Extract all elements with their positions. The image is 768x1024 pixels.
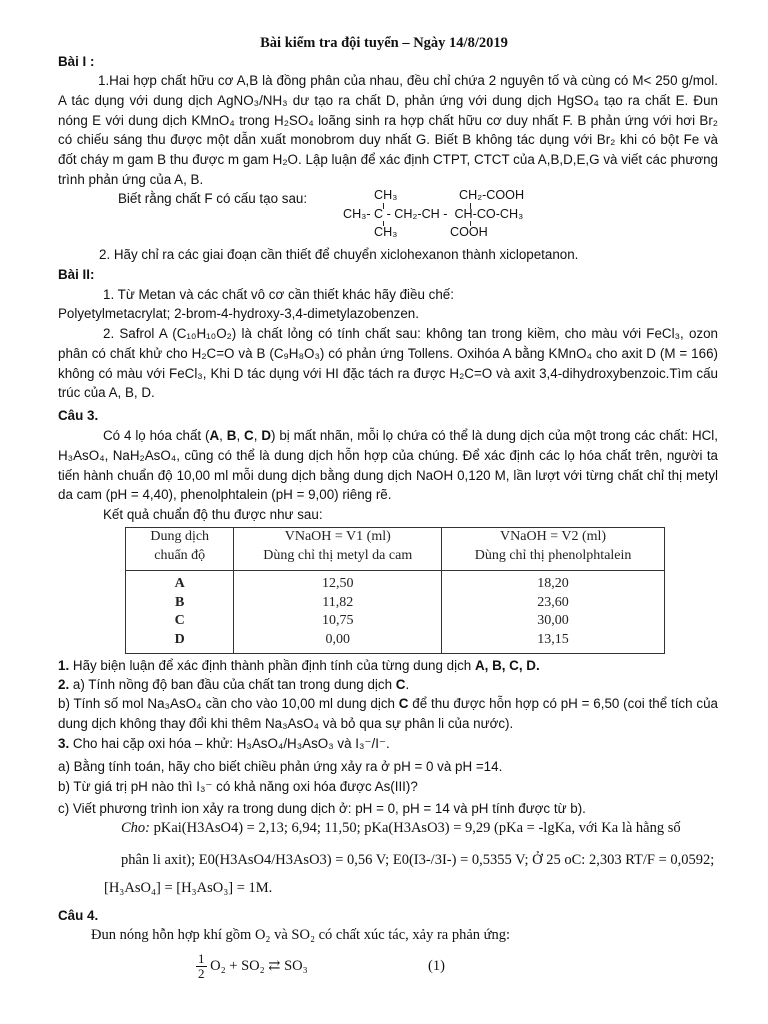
equation-label: (1) xyxy=(428,958,445,974)
struct-bottom-left: CH₃ xyxy=(374,225,398,239)
given-constants-2: phân li axit); E0(H3AsO4/H3AsO3) = 0,56 V; E0(I3-/3I-) = 0,5355 V; Ở 25 oC: 2,303 RT/F = 0,0592; xyxy=(121,852,715,868)
row-label: A xyxy=(174,576,185,591)
col-v1 xyxy=(234,571,442,654)
header-solution xyxy=(126,528,234,571)
col-labels xyxy=(126,571,234,654)
letter-a: A xyxy=(209,428,220,443)
bai1-question-2: 2. Hãy chỉ ra các giai đoạn cần thiết để chuyển xiclohexanon thành xiclopetanon. xyxy=(99,247,579,262)
cell-v1: 11,82 xyxy=(322,594,354,610)
struct-main-chain: CH₃- C - CH₂-CH - CH-CO-CH₃ xyxy=(343,207,524,221)
reaction-equation xyxy=(196,952,308,981)
given-label: Cho: xyxy=(121,820,150,836)
header-line: chuẩn độ xyxy=(154,547,206,563)
q-text: . xyxy=(405,677,410,692)
cau3-q2b xyxy=(58,694,718,734)
v1-formula: VNaOH = V1 (ml) xyxy=(284,529,391,544)
letter-d: D xyxy=(261,428,271,443)
q-letter: C xyxy=(395,677,406,692)
sep: , xyxy=(219,428,227,443)
bai1-question-1: 1.Hai hợp chất hữu cơ A,B là đồng phân của nhau, đều chỉ chứa 2 nguyên tố và cùng có M< 250 g/mol. A tác dụng với dung dịch AgNO₃/NH₃ dư tạo ra chất D, phản ứng với dung dịch HgSO₄ tạo ra chất E. Đun nóng E với dung dịch KMnO₄ trong H₂SO₄ loãng sinh ra hợp chất hữu cơ duy nhất F. B phản ứng với hơi Br₂ có chiếu sáng thu được một dẫn xuất monobrom duy nhất G. Biết B không tác dụng với Br₂ khi có bột Fe và đốt cháy m gam B thu được m gam H₂O. Lập luận để xác định CTPT, CTCT của A,B,D,E,G và viết các phương trình phản ứng của A, B. xyxy=(58,73,718,187)
result-label: Kết quả chuẩn độ thu được như sau: xyxy=(103,507,323,522)
header-line: Dung dịch xyxy=(150,529,210,544)
sep: , xyxy=(253,428,262,443)
cell-v2: 18,20 xyxy=(537,576,569,591)
q-num: 2. xyxy=(58,677,70,692)
cau3-q3 xyxy=(58,734,390,754)
bai2-question-2: 2. Safrol A (C₁₀H₁₀O₂) là chất lỏng có tính chất sau: không tan trong kiềm, cho màu với FeCl₃, ozon phân có chất khử cho H₂C=O và B (C₉H₈O₃) có phản ứng Tollens. Oxihóa A bằng KMnO₄ cho axit D (M = 166) không có màu với FeCl₃, Khi D tác dụng với HI đặc tách ra được H₂C=O và axit 3,4-dihydroxybenzoic.Tìm cấu trúc của A, B, D. xyxy=(58,326,718,401)
header-v2 xyxy=(442,528,665,571)
cau3-q3a: a) Bằng tính toán, hãy cho biết chiều phản ứng xảy ra ở pH = 0 và pH =14. xyxy=(58,759,503,774)
header-line xyxy=(238,528,437,547)
given-text: pKai(H3AsO4) = 2,13; 6,94; 11,50; pKa(H3AsO3) = 9,29 (pKa = -lgKa, với Ka là hằng số xyxy=(153,820,681,836)
q-text: để thu được hỗn hợp có pH = 6,50 (coi thể tích của dung dịch không thay đổi khi thêm Na₃AsO₄ và bỏ qua sự phân li của nước). xyxy=(58,696,718,731)
given-constants-3: [H₃AsO₄] = [H₃AsO₃] = 1M. xyxy=(104,880,273,896)
given-constants-1 xyxy=(121,820,681,837)
cau3-heading: Câu 3. xyxy=(58,408,99,423)
col-v2 xyxy=(442,571,665,654)
header-line: Dùng chỉ thị phenolphtalein xyxy=(474,547,632,563)
cell-v1: 0,00 xyxy=(325,631,351,647)
letter-c: C xyxy=(244,428,254,443)
cau3-q2a xyxy=(58,675,409,695)
equation-body: O₂ + SO₂ ⇄ SO₃ xyxy=(210,957,308,974)
cell-v1: 10,75 xyxy=(322,613,354,628)
page-title: Bài kiểm tra đội tuyển – Ngày 14/8/2019 xyxy=(260,35,508,51)
header-v1 xyxy=(234,528,442,571)
cau3-q3b: b) Từ giá trị pH nào thì I₃⁻ có khả năng oxi hóa được As(III)? xyxy=(58,779,418,794)
row-label: C xyxy=(174,613,185,628)
q-letters: A, B, C, D. xyxy=(474,658,540,673)
q-text: b) Tính số mol Na₃AsO₄ cần cho vào 10,00 ml dung dịch xyxy=(58,696,399,711)
q-text: a) Tính nồng độ ban đầu của chất tan trong dung dịch xyxy=(69,677,396,692)
cau3-intro xyxy=(58,426,718,505)
struct-top-left: CH₃ xyxy=(374,188,398,202)
q-letter: C xyxy=(398,696,409,711)
cell-v2: 23,60 xyxy=(537,594,569,610)
row-label: D xyxy=(174,631,185,647)
intro-text: ) bị mất nhãn, mỗi lọ chứa có thể là dung dịch của một trong các chất: HCl, H₃AsO₄, NaH₂AsO₄, cũng có thể là dung dịch hỗn hợp của chúng. Để xác định các lọ hóa chất trên, người ta tiến hành chuẩn độ 10,00 ml mỗi dung dịch bằng dung dịch NaOH 0,120 M, lần lượt với từng chất chỉ thị metyl da cam (pH = 4,40), phenolphtalein (pH = 9,00) riêng rẽ. xyxy=(58,428,719,503)
header-line: Dùng chỉ thị metyl da cam xyxy=(263,547,413,563)
struct-top-right: CH₂-COOH xyxy=(459,188,525,202)
q-text: Hãy biện luận để xác định thành phần định tính của từng dung dịch xyxy=(69,658,475,673)
bai2-question-1: 1. Từ Metan và các chất vô cơ cần thiết khác hãy điều chế: xyxy=(103,287,454,302)
intro-text: Có 4 lọ hóa chất ( xyxy=(103,428,210,443)
half-fraction xyxy=(196,952,207,981)
q-text: Cho hai cặp oxi hóa – khử: H₃AsO₄/H₃AsO₃ và I₃⁻/I⁻. xyxy=(69,736,390,751)
row-label: B xyxy=(175,594,185,610)
cau4-intro: Đun nóng hỗn hợp khí gồm O₂ và SO₂ có chất xúc tác, xảy ra phản ứng: xyxy=(91,927,511,943)
frac-den: 2 xyxy=(198,966,205,981)
sep: , xyxy=(236,428,245,443)
bai1-heading: Bài I : xyxy=(58,54,95,69)
bai2-question-1-targets: Polyetylmetacrylat; 2-brom-4-hydroxy-3,4-dimetylazobenzen. xyxy=(58,306,419,321)
cau3-q3c: c) Viết phương trình ion xảy ra trong dung dịch ở: pH = 0, pH = 14 và pH tính được từ b). xyxy=(58,801,586,816)
cell-v2: 30,00 xyxy=(537,613,569,628)
frac-num: 1 xyxy=(198,951,205,966)
cau4-heading: Câu 4. xyxy=(58,908,99,923)
titration-results-table xyxy=(125,527,665,654)
q-num: 1. xyxy=(58,658,70,673)
struct-bottom-right: COOH xyxy=(450,225,488,239)
cell-v2: 13,15 xyxy=(537,631,569,647)
v2-formula: VNaOH = V2 (ml) xyxy=(500,529,607,544)
cell-v1: 12,50 xyxy=(322,576,354,591)
header-line xyxy=(446,528,660,547)
bai1-f-intro: Biết rằng chất F có cấu tạo sau: xyxy=(118,191,308,206)
cau3-q1 xyxy=(58,656,540,676)
bai2-heading: Bài II: xyxy=(58,267,95,282)
q-num: 3. xyxy=(58,736,70,751)
letter-b: B xyxy=(226,428,237,443)
